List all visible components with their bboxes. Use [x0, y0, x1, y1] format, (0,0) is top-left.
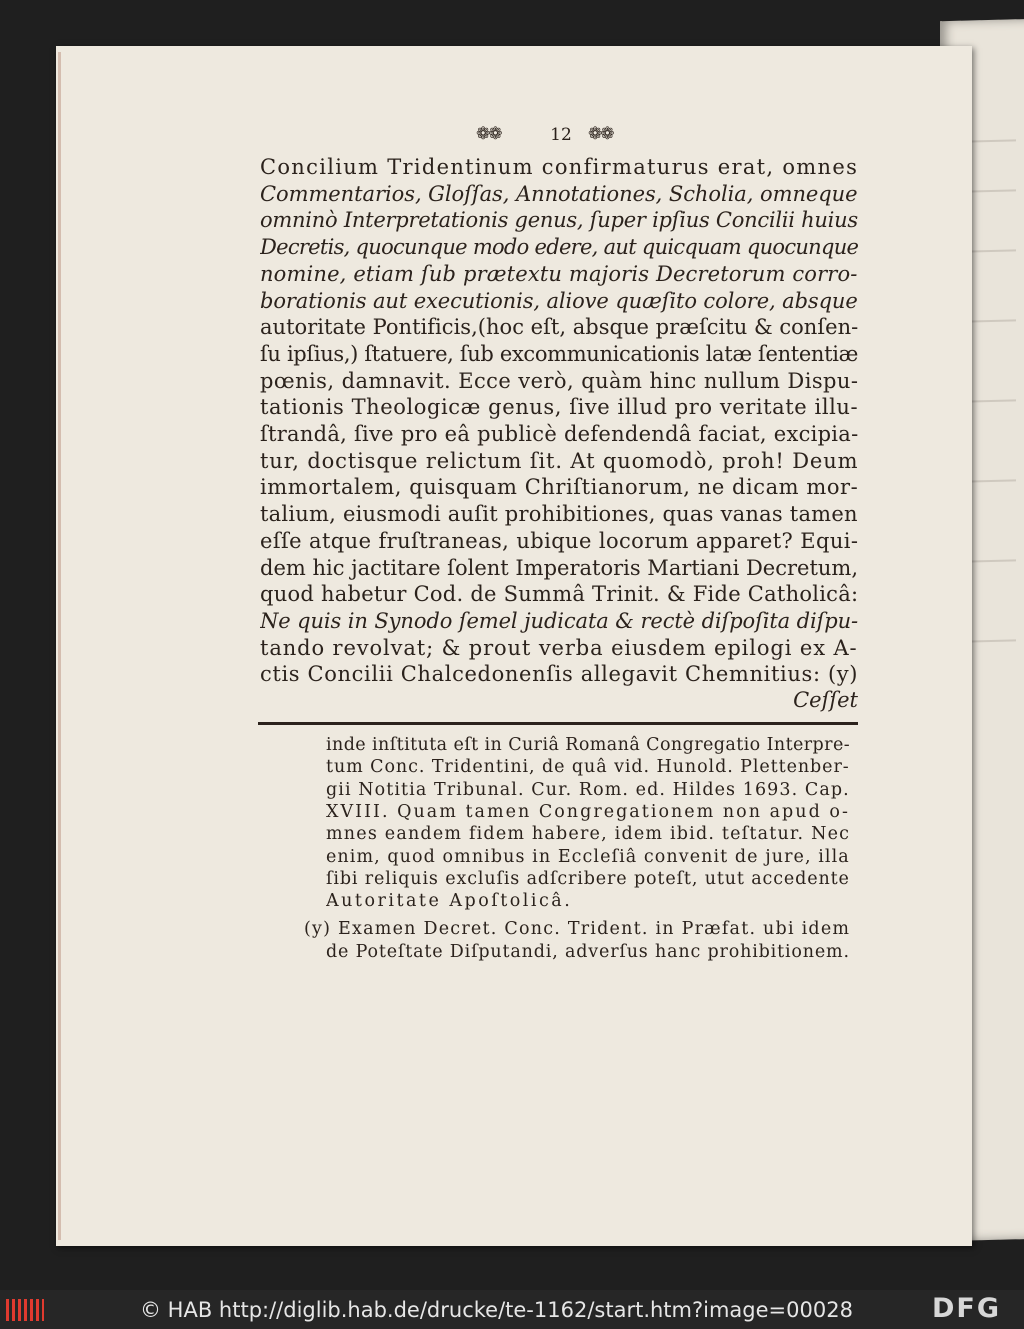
footnote-line: (y) Examen Decret. Conc. Trident. in Præfat. ubi idem: [304, 919, 850, 940]
text-line: borationis aut executionis, aliove quæſito colore, absque: [260, 288, 858, 313]
dfg-logo: DFG: [932, 1293, 1002, 1324]
footnote-line: mnes eandem fidem habere, idem ibid. teſtatur. Nec: [326, 824, 850, 845]
ornament-left: ❁❁: [476, 124, 501, 144]
footnote-line: XVIII. Quam tamen Congregationem non apud o-: [326, 801, 850, 822]
footnote-line: Autoritate Apoſtolicâ.: [326, 891, 573, 912]
text-line: autoritate Pontificis,(hoc eſt, absque præſcitu & conſen-: [260, 315, 858, 340]
text-line: tando revolvat; & prout verba eiusdem epilogi ex A-: [260, 635, 858, 660]
footnote-line: inde inſtituta eſt in Curiâ Romanâ Congregatio Interpre-: [326, 735, 850, 755]
copyright-url[interactable]: © HAB http://diglib.hab.de/drucke/te-1162/start.htm?image=00028: [140, 1298, 853, 1322]
text-line: ſu ipſius,) ſtatuere, ſub excommunicationis latæ ſententiæ: [260, 341, 858, 366]
text-line: nomine, etiam ſub prætextu majoris Decretorum corro-: [260, 261, 858, 286]
text-line: ctis Concilii Chalcedonenſis allegavit Chemnitius: (y): [260, 662, 858, 687]
text-line: Decretis, quocunque modo edere, aut quicquam quocunque: [260, 235, 858, 260]
text-line: eſſe atque fruſtraneas, ubique locorum apparet? Equi-: [260, 528, 858, 553]
text-line: tur, doctisque relictum ſit. At quomodò, proh! Deum: [260, 448, 858, 473]
footnote-rule: [258, 722, 858, 725]
text-line: Concilium Tridentinum confirmaturus erat, omnes: [260, 155, 858, 179]
viewer-footer: [0, 1290, 1024, 1329]
catchword: Ceſſet: [793, 688, 858, 712]
barcode-icon: [6, 1299, 44, 1321]
text-line: quod habetur Cod. de Summâ Trinit. & Fide Catholicâ:: [260, 582, 858, 607]
footnote-line: gii Notitia Tribunal. Cur. Rom. ed. Hildes 1693. Cap.: [326, 779, 850, 800]
text-line: pœnis, damnavit. Ecce verò, quàm hinc nullum Dispu-: [260, 368, 858, 393]
footnote-line: ſibi reliquis excluſis adſcribere poteſt, utut accedente: [326, 868, 850, 889]
text-line: ſtrandâ, ſive pro eâ publicè defendendâ faciat, excipia-: [260, 422, 858, 446]
text-line: Ne quis in Synodo ſemel judicata & rectè diſpoſita diſpu-: [260, 608, 858, 633]
page-edge: [58, 52, 61, 1240]
footnote-line: de Poteſtate Diſputandi, adverſus hanc prohibitionem.: [326, 941, 850, 962]
ornament-right: ❁❁: [588, 124, 613, 144]
text-line: talium, eiusmodi auſit prohibitiones, quas vanas tamen: [260, 502, 858, 527]
text-line: tationis Theologicæ genus, ſive illud pro veritate illu-: [260, 395, 858, 420]
text-line: Commentarios, Gloſſas, Annotationes, Scholia, omneque: [260, 181, 858, 206]
footnote-line: enim, quod omnibus in Eccleſiâ convenit de jure, illa: [326, 846, 850, 867]
page-number: 12: [550, 125, 572, 145]
text-line: immortalem, quisquam Chriſtianorum, ne dicam mor-: [260, 475, 858, 500]
text-line: dem hic jactitare ſolent Imperatoris Martiani Decretum,: [260, 555, 858, 580]
text-line: omninò Interpretationis genus, ſuper ipſius Concilii huius: [260, 208, 858, 233]
running-head: [476, 122, 636, 148]
footnote-line: tum Conc. Tridentini, de quâ vid. Hunold. Plettenber-: [326, 757, 850, 778]
